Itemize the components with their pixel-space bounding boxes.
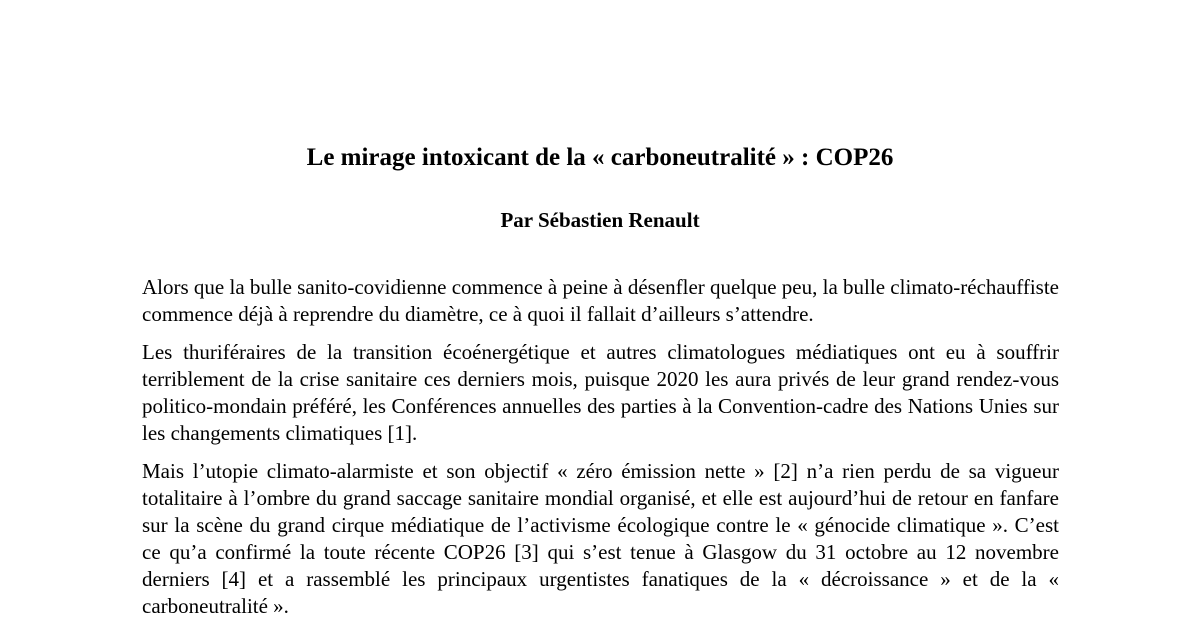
paragraph: Les thuriféraires de la transition écoénergétique et autres climatologues médiatiques ont eu à souffrir terriblement de la crise sanitaire ces derniers mois, puisque 2020 les aura privés de leur grand rendez-vous politico-mondain préféré, les Conférences annuelles des parties à la Convention-cadre des Nations Unies sur les changements climatiques [1]. xyxy=(142,340,1059,445)
paragraph: Alors que la bulle sanito-covidienne commence à peine à désenfler quelque peu, la bulle climato-réchauffiste commence déjà à reprendre du diamètre, ce à quoi il fallait d’ailleurs s’attendre. xyxy=(142,275,1059,326)
document-title: Le mirage intoxicant de la « carboneutralité » : COP26 xyxy=(306,144,894,171)
document-body xyxy=(142,274,1059,620)
document-byline: Par Sébastien Renault xyxy=(500,208,700,232)
paragraph: Mais l’utopie climato-alarmiste et son objectif « zéro émission nette » [2] n’a rien perdu de sa vigueur totalitaire à l’ombre du grand saccage sanitaire mondial organisé, et elle est aujourd’hui de retour en fanfare sur la scène du grand cirque médiatique de l’activisme écologique contre le « génocide climatique ». C’est ce qu’a confirmé la toute récente COP26 [3] qui s’est tenue à Glasgow du 31 octobre au 12 novembre derniers [4] et a rassemblé les principaux urgentistes fanatiques de la « décroissance » et de la « carboneutralité ». xyxy=(142,459,1059,618)
